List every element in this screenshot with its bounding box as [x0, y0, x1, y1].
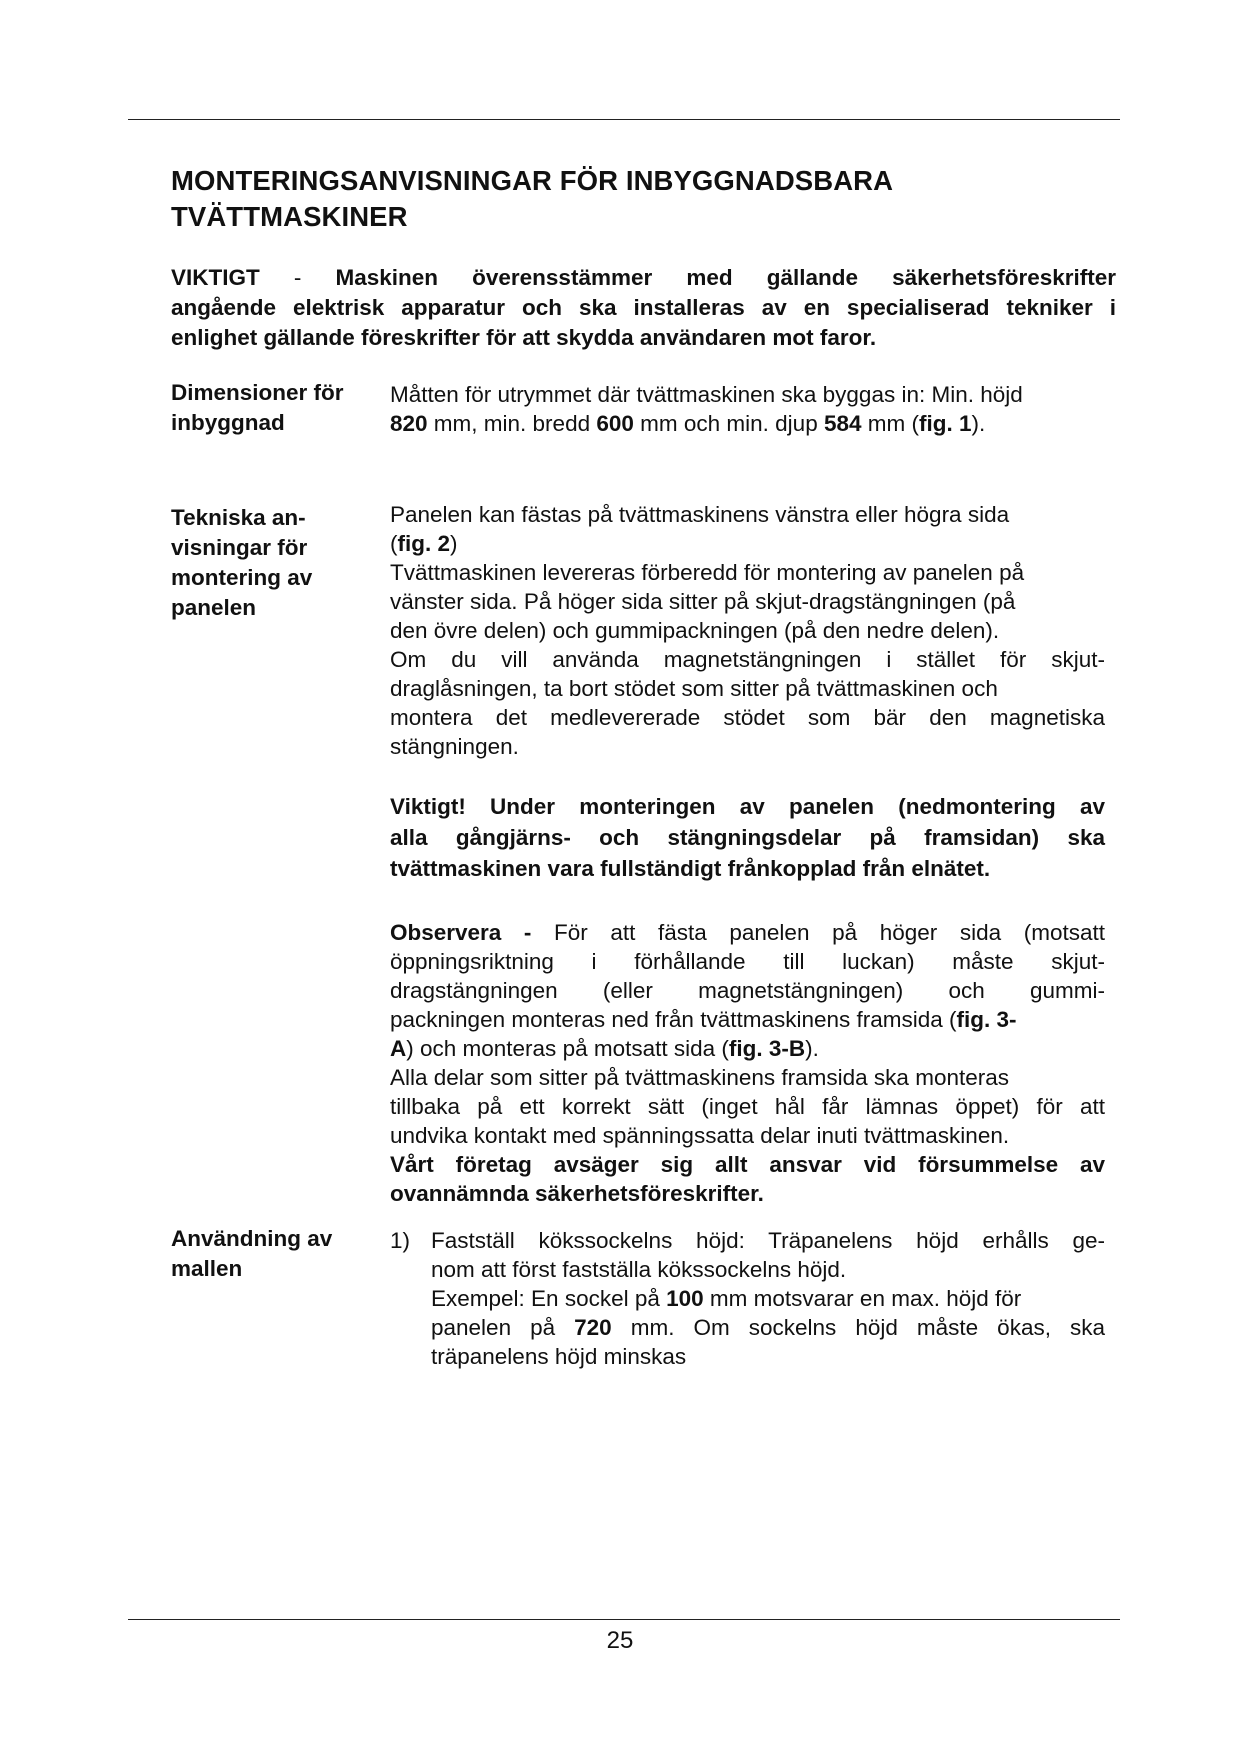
note-label: Observera - [390, 920, 532, 945]
disclaimer-line-2: ovannämnda säkerhetsföreskrifter. [390, 1181, 764, 1206]
technical-paragraph [390, 500, 1105, 761]
dimensions-text-a: mm, min. bredd [427, 411, 597, 436]
step-line-4-a: panelen på [431, 1315, 575, 1340]
template-label-line-1: Användning av [171, 1226, 333, 1251]
technical-line-6: Om du vill använda magnetstängningen i stället för skjut- [390, 647, 1105, 672]
step-line-3-b: mm motsvarar en max. höjd för [703, 1286, 1022, 1311]
dimensions-line-1: Måtten för utrymmet där tvättmaskinen ska byggas in: Min. höjd [390, 382, 1023, 407]
warning-label: VIKTIGT [171, 265, 260, 290]
step-line-2: nom att först fastställa kökssockelns höjd. [431, 1257, 847, 1282]
note-line-4-text: packningen monteras ned från tvättmaskinens framsida ( [390, 1007, 957, 1032]
fig-3a-reference-part-2: A [390, 1036, 407, 1061]
technical-label-line-2: visningar för [171, 535, 308, 560]
important-notice [390, 791, 1105, 884]
note-line-2: öppningsriktning i förhållande till luckan) måste skjut- [390, 949, 1105, 974]
note-line-5 [390, 1034, 1105, 1063]
dimensions-label [171, 378, 371, 438]
step-line-1: Fastställ kökssockelns höjd: Träpanelens höjd erhålls ge- [431, 1228, 1105, 1253]
height-value: 820 [390, 411, 428, 436]
bottom-rule [128, 1619, 1120, 1620]
note-line-5-end: ). [805, 1036, 819, 1061]
fig-3a-reference-part-1: fig. 3- [956, 1007, 1017, 1032]
fig-3b-reference: fig. 3-B [728, 1036, 806, 1061]
technical-paren-open: ( [390, 531, 398, 556]
depth-value: 584 [823, 411, 862, 436]
note-line-3: dragstängningen (eller magnetstängningen) och gummi- [390, 978, 1105, 1003]
important-line-3: tvättmaskinen vara fullständigt frånkopplad från elnätet. [390, 856, 991, 881]
dimensions-label-line-1: Dimensioner för [171, 380, 344, 405]
page-number: 25 [606, 1627, 634, 1654]
technical-line-7: draglåsningen, ta bort stödet som sitter på tvättmaskinen och [390, 676, 998, 701]
disclaimer-line-1: Vårt företag avsäger sig allt ansvar vid försummelse av [390, 1152, 1105, 1177]
title-line-2: TVÄTTMASKINER [171, 201, 408, 232]
note-line-8: undvika kontakt med spänningssatta delar inuti tvättmaskinen. [390, 1123, 1010, 1148]
step-number: 1) [390, 1228, 411, 1253]
important-line-1: Viktigt! Under monteringen av panelen (nedmontering av [390, 794, 1105, 819]
dimensions-text-b: mm och min. djup [633, 411, 824, 436]
note-line-7: tillbaka på ett korrekt sätt (inget hål får lämnas öppet) för att [390, 1094, 1105, 1119]
step-line-3-a: Exempel: En sockel på [431, 1286, 667, 1311]
warning-dash: - [259, 265, 336, 290]
note-line-1 [390, 918, 1105, 947]
dimensions-line-2 [390, 409, 1105, 438]
technical-label [171, 503, 371, 623]
dimensions-text-c: mm ( [861, 411, 919, 436]
technical-line-3: Tvättmaskinen levereras förberedd för montering av panelen på [390, 560, 1025, 585]
dimensions-label-line-2: inbyggnad [171, 410, 285, 435]
top-rule [128, 119, 1120, 120]
technical-line-1: Panelen kan fästas på tvättmaskinens vänstra eller högra sida [390, 502, 1010, 527]
page-title [171, 163, 1111, 235]
warning-line-1 [171, 263, 1116, 293]
fig-2-reference: fig. 2 [397, 531, 451, 556]
technical-paren-close: ) [450, 531, 458, 556]
technical-line-9: stängningen. [390, 734, 519, 759]
plinth-value: 100 [666, 1286, 704, 1311]
title-line-1: MONTERINGSANVISNINGAR FÖR INBYGGNADSBARA [171, 165, 894, 196]
safety-warning [171, 263, 1116, 353]
step-line-4-b: mm. Om sockelns höjd måste ökas, ska [611, 1315, 1105, 1340]
step-line-4 [431, 1313, 1105, 1342]
note-line-6: Alla delar som sitter på tvättmaskinens framsida ska monteras [390, 1065, 1009, 1090]
observation-note [390, 918, 1105, 1208]
technical-line-8: montera det medlevererade stödet som bär den magnetiska [390, 705, 1105, 730]
technical-label-line-1: Tekniska an- [171, 505, 306, 530]
step-line-5: träpanelens höjd minskas [431, 1344, 687, 1369]
step-text [431, 1226, 1105, 1371]
note-line-5-text: ) och monteras på motsatt sida ( [406, 1036, 729, 1061]
dimensions-text [390, 380, 1105, 438]
technical-line-4: vänster sida. På höger sida sitter på skjut-dragstängningen (på [390, 589, 1016, 614]
panel-value: 720 [574, 1315, 612, 1340]
important-line-2: alla gångjärns- och stängningsdelar på framsidan) ska [390, 825, 1105, 850]
note-line-4 [390, 1005, 1105, 1034]
warning-line-2: angående elektrisk apparatur och ska installeras av en specialiserad tekniker i [171, 295, 1116, 320]
warning-line-3: enlighet gällande föreskrifter för att skydda användaren mot faror. [171, 325, 877, 350]
template-label-line-2: mallen [171, 1256, 243, 1281]
technical-label-line-3: montering av [171, 565, 313, 590]
dimensions-text-d: ). [971, 411, 986, 436]
note-line-1-text: För att fästa panelen på höger sida (motsatt [531, 920, 1105, 945]
technical-label-line-4: panelen [171, 595, 257, 620]
warning-line-1-text: Maskinen överensstämmer med gällande säkerhetsföreskrifter [335, 265, 1116, 290]
step-line-3 [431, 1284, 1105, 1313]
technical-line-5: den övre delen) och gummipackningen (på den nedre delen). [390, 618, 1000, 643]
technical-line-2 [390, 529, 1105, 558]
width-value: 600 [596, 411, 634, 436]
template-label [171, 1224, 371, 1284]
fig-1-reference: fig. 1 [919, 411, 972, 436]
